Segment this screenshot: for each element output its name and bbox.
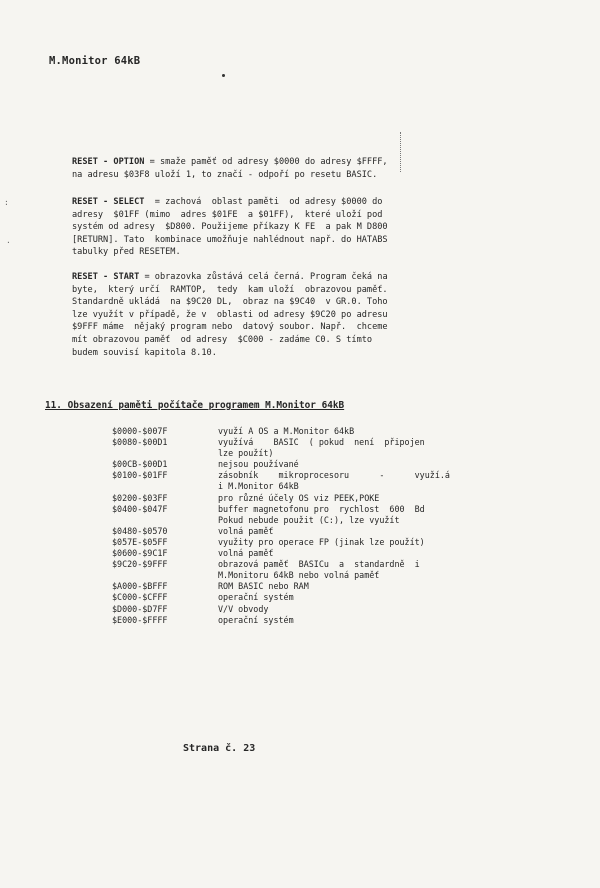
memory-range: $0000-$007F bbox=[112, 426, 168, 436]
memory-range: $A000-$BFFF bbox=[112, 581, 168, 592]
memory-map-row bbox=[112, 448, 538, 459]
speck-mark bbox=[222, 74, 225, 77]
memory-description: Pokud nebude použit (C:), lze využít bbox=[218, 514, 400, 525]
memory-description: buffer magnetofonu pro rychlost 600 Bd bbox=[218, 503, 425, 514]
paragraph-reset-start bbox=[72, 271, 534, 359]
memory-description: operační systém bbox=[218, 614, 294, 625]
memory-map-row bbox=[112, 604, 538, 615]
memory-range: $E000-$FFFF bbox=[112, 614, 168, 625]
paragraph-line: [RETURN]. Tato kombinace umožňuje nahlédnout např. do HATABS bbox=[72, 234, 388, 245]
memory-map-row bbox=[112, 581, 538, 592]
memory-map-row bbox=[112, 526, 538, 537]
paragraph-line: mít obrazovou paměť od adresy $C000 - zadáme C0. S tímto bbox=[72, 334, 373, 345]
memory-map-row bbox=[112, 559, 538, 570]
memory-map-row bbox=[112, 615, 538, 626]
memory-range: $057E-$05FF bbox=[112, 536, 168, 547]
memory-range: $9C20-$9FFF bbox=[112, 559, 168, 570]
paragraph-reset-option bbox=[72, 156, 534, 181]
memory-map-row bbox=[112, 437, 538, 448]
section-title: 11. Obsazení paměti počítače programem M.Monitor 64kB bbox=[45, 400, 345, 411]
memory-range: $0100-$01FF bbox=[112, 470, 168, 481]
paragraph-line: byte, který určí RAMTOP, tedy kam uloží obrazovou paměť. bbox=[72, 284, 388, 295]
memory-map-row bbox=[112, 459, 538, 470]
memory-description: pro různé účely OS viz PEEK,POKE bbox=[218, 492, 380, 503]
memory-description: využity pro operace FP (jinak lze použít) bbox=[218, 536, 425, 547]
paragraph-line: RESET - START = obrazovka zůstává celá černá. Program čeká na bbox=[72, 272, 388, 282]
memory-description: M.Monitoru 64kB nebo volná paměť bbox=[218, 570, 380, 581]
memory-description: volná paměť bbox=[218, 525, 274, 536]
memory-map-row bbox=[112, 592, 538, 603]
paragraph-line: adresy $01FF (mimo adres $01FE a $01FF), které uloží pod bbox=[72, 209, 383, 220]
paragraph-line: tabulky před RESETEM. bbox=[72, 247, 181, 258]
memory-range: $0480-$0570 bbox=[112, 525, 168, 536]
memory-map-row bbox=[112, 481, 538, 492]
memory-map-row bbox=[112, 426, 538, 437]
paragraph-reset-select bbox=[72, 196, 534, 259]
edge-mark: : bbox=[4, 198, 9, 207]
memory-map-row bbox=[112, 470, 538, 481]
memory-map-row bbox=[112, 537, 538, 548]
memory-map-row bbox=[112, 504, 538, 515]
paragraph-key: RESET - START bbox=[72, 272, 140, 282]
memory-range: $0400-$047F bbox=[112, 503, 168, 514]
edge-mark: · bbox=[6, 238, 11, 247]
memory-range bbox=[112, 448, 218, 459]
paragraph-line: budem souvisí kapitola 8.10. bbox=[72, 347, 217, 358]
memory-range: $0600-$9C1F bbox=[112, 548, 168, 559]
memory-description: ROM BASIC nebo RAM bbox=[218, 581, 309, 592]
memory-description: obrazová paměť BASICu a standardně i bbox=[218, 559, 420, 570]
memory-description: lze použít) bbox=[218, 448, 274, 459]
memory-map-row bbox=[112, 493, 538, 504]
paragraph-key: RESET - OPTION bbox=[72, 157, 145, 167]
memory-range bbox=[112, 570, 218, 581]
memory-description: volná paměť bbox=[218, 548, 274, 559]
memory-map-table bbox=[112, 426, 538, 626]
paragraph-key: RESET - SELECT bbox=[72, 197, 145, 207]
paragraph-line: na adresu $03F8 uloží 1, to značí - odpoří po resetu BASIC. bbox=[72, 169, 378, 180]
memory-description: zásobník mikroprocesoru - využí.á bbox=[218, 470, 450, 481]
memory-range: $0200-$03FF bbox=[112, 492, 168, 503]
memory-range: $0080-$00D1 bbox=[112, 437, 168, 448]
page-number: Strana č. 23 bbox=[183, 743, 256, 754]
memory-description: nejsou používané bbox=[218, 459, 299, 470]
paragraph-line: systém od adresy $D800. Použijeme příkazy K FE a pak M D800 bbox=[72, 222, 388, 233]
memory-map-row bbox=[112, 570, 538, 581]
memory-map-row bbox=[112, 548, 538, 559]
memory-description: využí A OS a M.Monitor 64kB bbox=[218, 426, 355, 436]
paragraph-line: RESET - OPTION = smaže paměť od adresy $0000 do adresy $FFFF, bbox=[72, 157, 388, 167]
memory-range: $D000-$D7FF bbox=[112, 603, 168, 614]
paragraph-line: Standardně ukládá na $9C20 DL, obraz na $9C40 v GR.0. Toho bbox=[72, 297, 388, 308]
memory-description: i M.Monitor 64kB bbox=[218, 481, 299, 492]
paragraph-line: lze využít v případě, že v oblasti od adresy $9C20 po adresu bbox=[72, 309, 388, 320]
paragraph-line: $9FFF máme nějaký program nebo datový soubor. Např. chceme bbox=[72, 322, 388, 333]
paragraph-line: RESET - SELECT = zachová oblast paměti od adresy $0000 do bbox=[72, 197, 383, 207]
memory-map-row bbox=[112, 515, 538, 526]
memory-range: $00CB-$00D1 bbox=[112, 459, 168, 470]
memory-description: V/V obvody bbox=[218, 603, 269, 614]
memory-description: využívá BASIC ( pokud není připojen bbox=[218, 437, 425, 448]
memory-range bbox=[112, 515, 218, 526]
page-header-title: M.Monitor 64kB bbox=[49, 55, 141, 67]
memory-description: operační systém bbox=[218, 592, 294, 603]
memory-range: $C000-$CFFF bbox=[112, 592, 168, 603]
memory-range bbox=[112, 481, 218, 492]
